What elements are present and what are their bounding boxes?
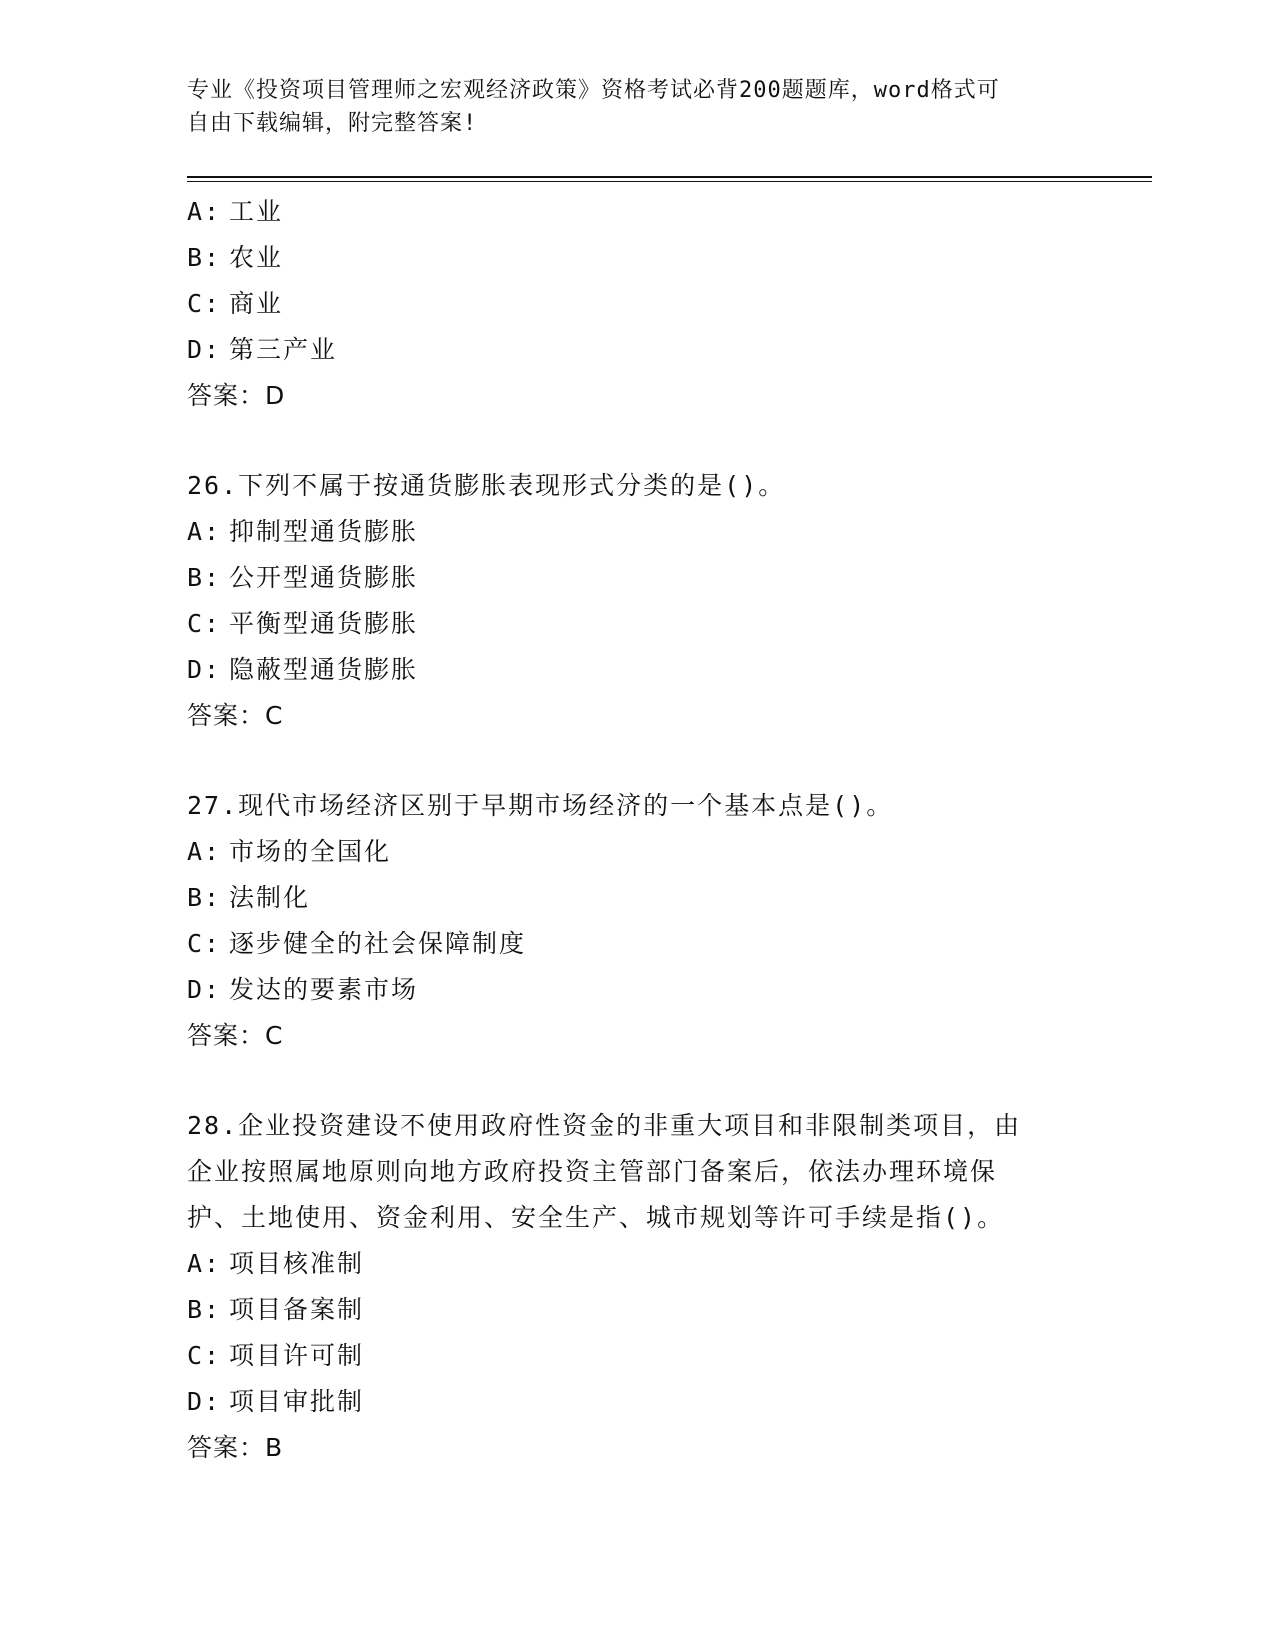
question-stem-line-3: 护、土地使用、资金利用、安全生产、城市规划等许可手续是指()。 (187, 1203, 1005, 1232)
option-d: D: 项目审批制 (187, 1387, 365, 1416)
option-a: A: 项目核准制 (187, 1249, 365, 1278)
option-d: D: 发达的要素市场 (187, 975, 419, 1004)
answer-line: 答案：C (187, 701, 284, 730)
option-c: C: 商业 (187, 289, 284, 318)
option-c: C: 平衡型通货膨胀 (187, 609, 419, 638)
option-a: A: 工业 (187, 197, 284, 226)
question-block-26 (187, 463, 1087, 739)
question-list (187, 189, 1087, 1471)
question-block-28 (187, 1103, 1087, 1471)
question-stem: 27.现代市场经济区别于早期市场经济的一个基本点是()。 (187, 791, 894, 820)
option-d: D: 隐蔽型通货膨胀 (187, 655, 419, 684)
header-divider-thick (187, 176, 1152, 178)
answer-line: 答案：D (187, 381, 286, 410)
answer-line: 答案：B (187, 1433, 284, 1462)
header-line-1: 专业《投资项目管理师之宏观经济政策》资格考试必背200题题库，word格式可 (187, 78, 1000, 103)
option-b: B: 项目备案制 (187, 1295, 365, 1324)
option-a: A: 抑制型通货膨胀 (187, 517, 419, 546)
question-stem-line-2: 企业按照属地原则向地方政府投资主管部门备案后，依法办理环境保 (187, 1157, 998, 1186)
option-c: C: 项目许可制 (187, 1341, 365, 1370)
option-b: B: 农业 (187, 243, 284, 272)
question-block-25 (187, 189, 1087, 419)
document-header (187, 74, 1067, 140)
option-b: B: 公开型通货膨胀 (187, 563, 419, 592)
option-a: A: 市场的全国化 (187, 837, 392, 866)
header-divider-thin (187, 181, 1152, 182)
header-line-2: 自由下载编辑，附完整答案! (187, 111, 478, 136)
option-d: D: 第三产业 (187, 335, 338, 364)
question-block-27 (187, 783, 1087, 1059)
question-stem: 26.下列不属于按通货膨胀表现形式分类的是()。 (187, 471, 786, 500)
question-stem-line-1: 28.企业投资建设不使用政府性资金的非重大项目和非限制类项目，由 (187, 1111, 1022, 1140)
answer-line: 答案：C (187, 1021, 284, 1050)
option-b: B: 法制化 (187, 883, 311, 912)
option-c: C: 逐步健全的社会保障制度 (187, 929, 527, 958)
